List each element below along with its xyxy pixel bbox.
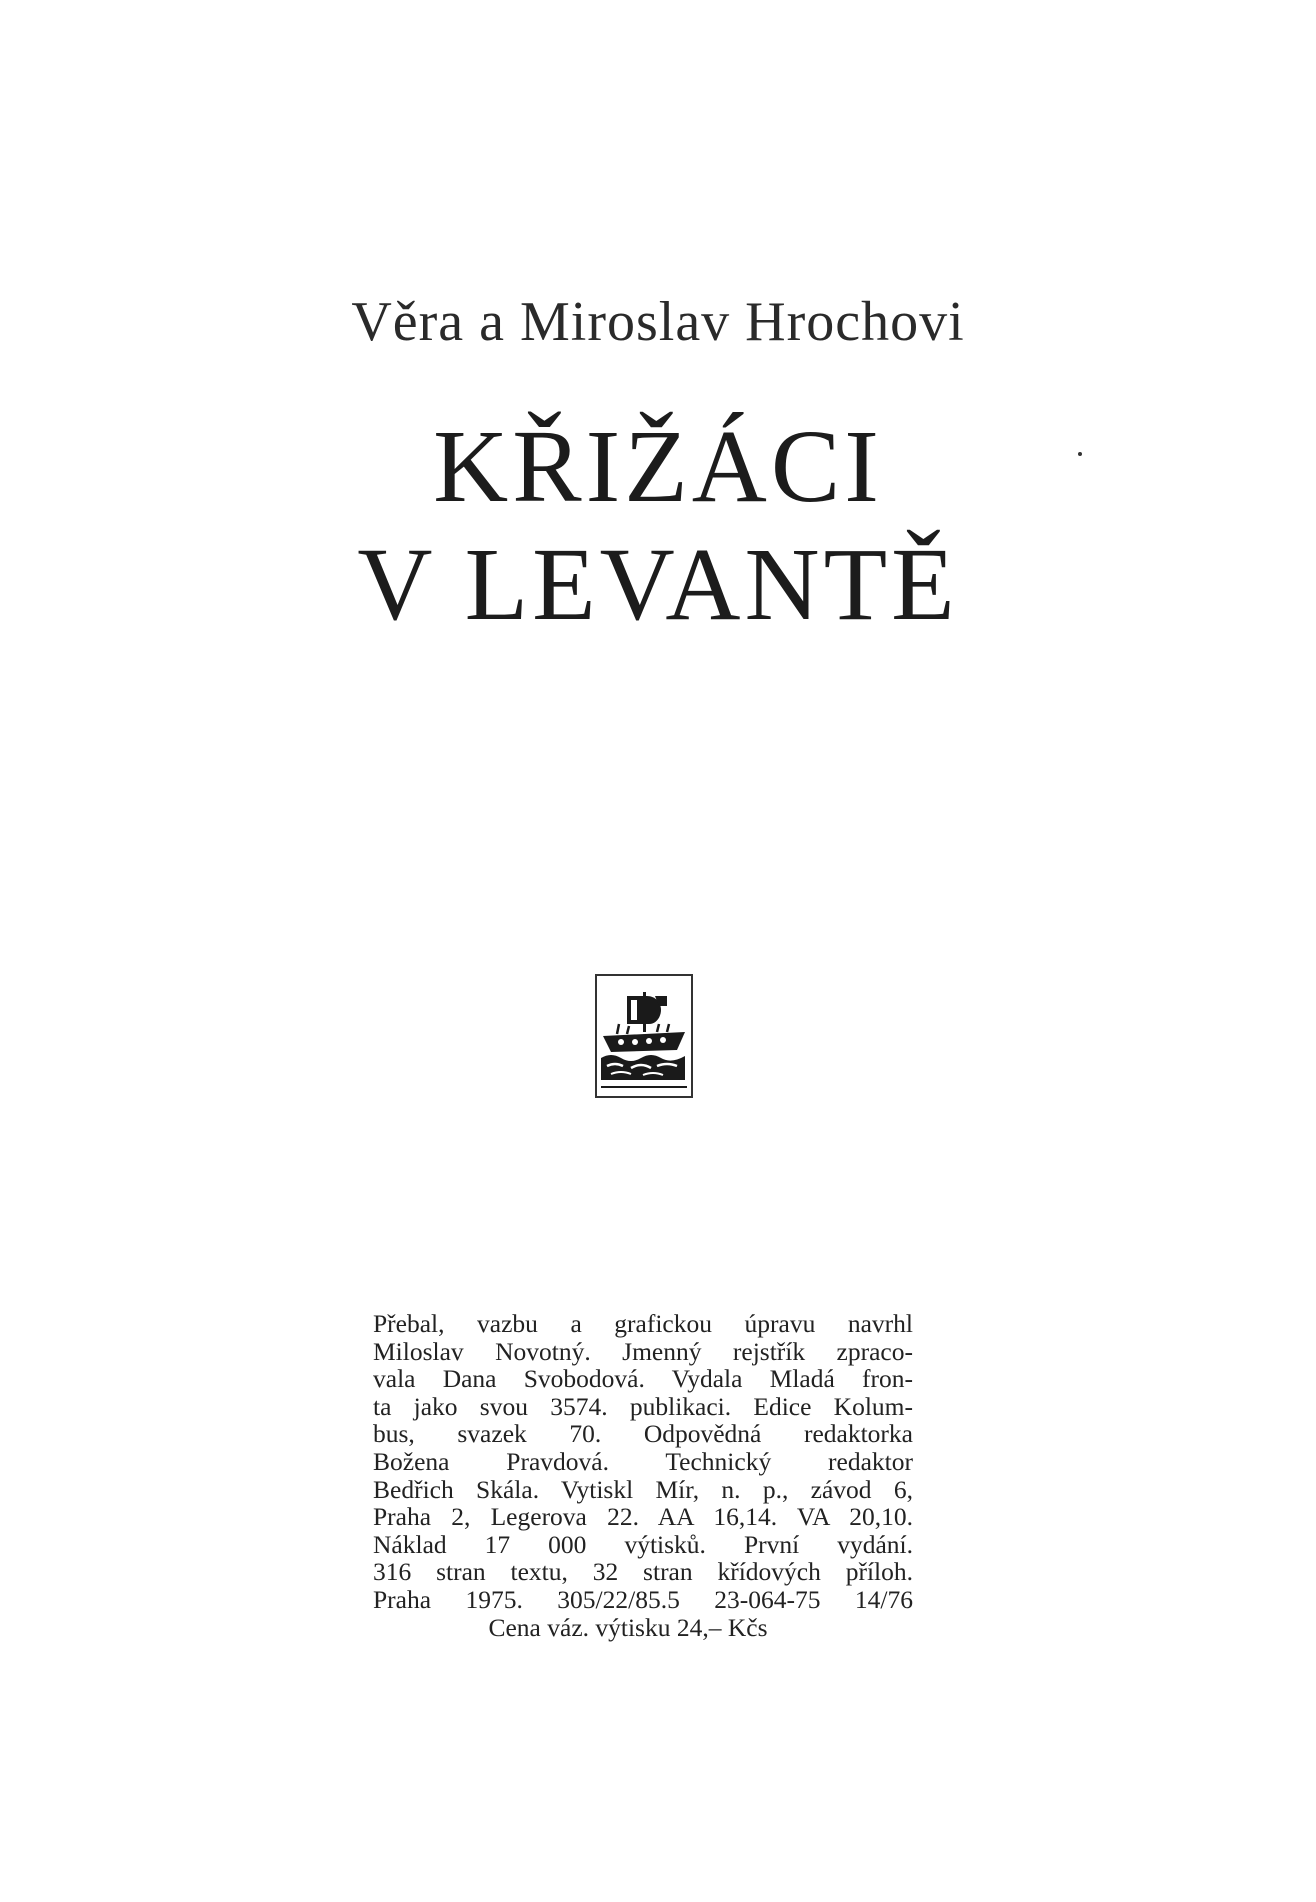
colophon-line: bus, svazek 70. Odpovědná redaktorka <box>373 1419 913 1449</box>
colophon-line: Miloslav Novotný. Jmenný rejstřík zpraco- <box>373 1336 913 1366</box>
book-title-line-2: V LEVANTĚ <box>357 527 959 642</box>
book-title <box>0 408 1316 644</box>
book-title-line-1: KŘIŽÁCI <box>433 409 883 524</box>
colophon-line: 316 stran textu, 32 stran křídových příloh. <box>373 1557 913 1587</box>
colophon-line: ta jako svou 3574. publikaci. Edice Kolum- <box>373 1391 913 1421</box>
book-authors: Věra a Miroslav Hrochovi <box>351 291 965 353</box>
print-speck <box>1078 452 1082 456</box>
colophon-price-line: Cena váz. výtisku 24,– Kčs <box>488 1612 768 1642</box>
colophon-line: Náklad 17 000 výtisků. První vydání. <box>373 1529 913 1559</box>
colophon-line: Bedřich Skála. Vytiskl Mír, n. p., závod 6, <box>373 1474 913 1504</box>
colophon-line: Božena Pravdová. Technický redaktor <box>373 1446 913 1476</box>
colophon-line: Praha 2, Legerova 22. AA 16,14. VA 20,10. <box>373 1502 913 1532</box>
colophon <box>373 1310 913 1641</box>
publisher-logo <box>595 974 693 1098</box>
colophon-line: Přebal, vazbu a grafickou úpravu navrhl <box>373 1309 913 1338</box>
colophon-line: Praha 1975. 305/22/85.5 23-064-75 14/76 <box>373 1584 913 1614</box>
colophon-line: vala Dana Svobodová. Vydala Mladá fron- <box>373 1364 913 1394</box>
ship-icon <box>597 976 691 1096</box>
